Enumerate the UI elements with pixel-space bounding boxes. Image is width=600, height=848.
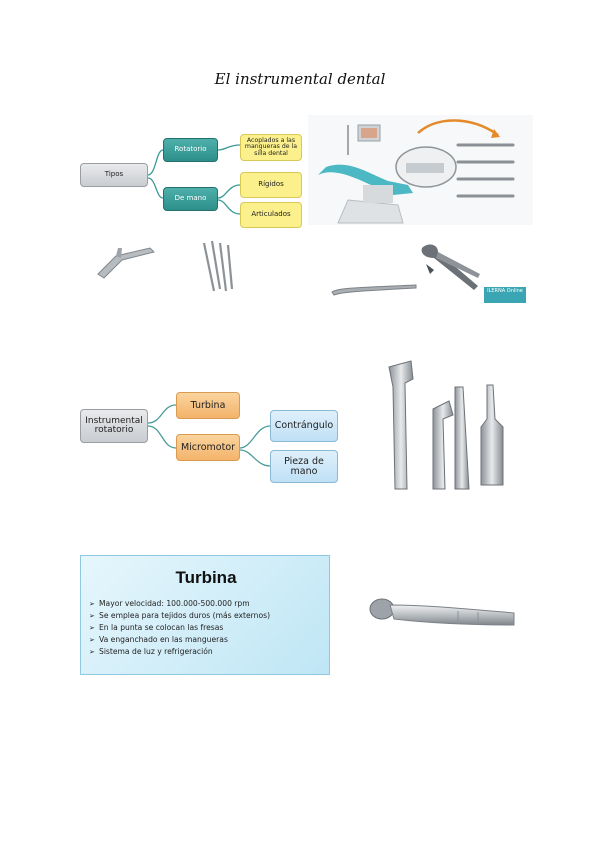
node-contrangulo: Contrángulo — [270, 410, 338, 442]
turbine-handpiece-image — [368, 595, 518, 637]
list-item: ➢ Mayor velocidad: 100.000-500.000 rpm — [89, 599, 250, 608]
list-item: ➢ Se emplea para tejidos duros (más externos) — [89, 611, 271, 620]
node-articulados: Articulados — [240, 202, 302, 228]
arrow-bullet-icon: ➢ — [89, 636, 95, 644]
arrow-bullet-icon: ➢ — [89, 648, 95, 656]
node-micromotor: Micromotor — [176, 434, 240, 461]
panel-title: Turbina — [175, 568, 237, 587]
arrow-bullet-icon: ➢ — [89, 624, 95, 632]
node-pieza-de-mano: Pieza de mano — [270, 450, 338, 483]
node-instrumental-rotatorio: Instrumental rotatorio — [80, 409, 148, 443]
node-de-mano: De mano — [163, 187, 218, 211]
node-rotatorio: Rotatorio — [163, 138, 218, 162]
arrow-bullet-icon: ➢ — [89, 612, 95, 620]
node-rigidos: Rígidos — [240, 172, 302, 198]
node-turbina: Turbina — [176, 392, 240, 419]
arrow-bullet-icon: ➢ — [89, 600, 95, 608]
panel-list — [89, 598, 270, 658]
page-title: El instrumental dental — [214, 70, 386, 88]
list-item: ➢ Sistema de luz y refrigeración — [89, 647, 213, 656]
list-item: ➢ Va enganchado en las mangueras — [89, 635, 228, 644]
ilerna-logo: ILERNA Online — [484, 287, 526, 303]
node-acoplados: Acoplados a las mangueras de la silla dental — [240, 134, 302, 161]
list-item: ➢ En la punta se colocan las fresas — [89, 623, 224, 632]
handpieces-image — [383, 357, 523, 497]
node-tipos: Tipos — [80, 163, 148, 187]
turbina-info-panel — [80, 555, 330, 675]
